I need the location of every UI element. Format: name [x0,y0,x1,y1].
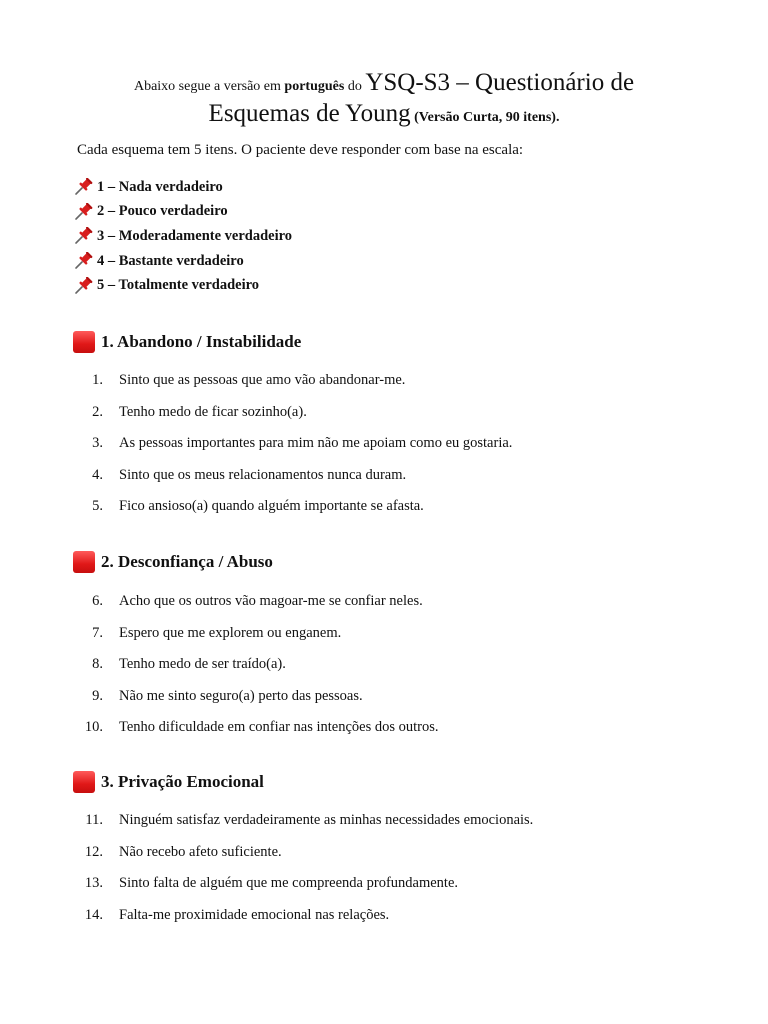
item-text: Falta-me proximidade emocional nas relações. [119,906,390,923]
list-item [73,907,533,939]
section-heading-1 [73,331,301,353]
scale-label: 3 – Moderadamente verdadeiro [97,227,293,244]
scale-item [73,224,292,249]
red-square-icon [73,331,95,353]
item-text: Não recebo afeto suficiente. [119,843,282,860]
item-text: Sinto que as pessoas que amo vão abandonar-me. [119,372,406,388]
item-text: Espero que me explorem ou enganem. [119,624,342,641]
scale-item [73,249,292,274]
title-main-part-1: YSQ-S3 – Questionário de [365,69,635,96]
list-item [73,875,533,907]
item-number: 1. [92,372,103,388]
section-1-items [73,372,512,530]
red-square-icon [73,551,95,573]
pushpin-icon [73,178,93,196]
item-text: Fico ansioso(a) quando alguém importante se afasta. [119,498,424,515]
list-item [73,656,439,688]
item-number: 3. [92,435,103,452]
item-number: 5. [92,498,103,515]
section-3-items [73,812,533,938]
item-number: 13. [84,875,103,892]
document-title-line-2 [0,101,768,126]
scale-item [73,200,292,225]
item-text: Tenho medo de ficar sozinho(a). [119,403,307,420]
scale-label: 2 – Pouco verdadeiro [97,203,228,220]
scale-label: 1 – Nada verdadeiro [97,178,223,195]
list-item [73,498,512,530]
section-2-items [73,593,439,751]
list-item [73,625,439,657]
list-item [73,688,439,720]
item-text: Não me sinto seguro(a) perto das pessoas. [119,687,363,704]
item-text: Ninguém satisfaz verdadeiramente as minhas necessidades emocionais. [119,812,534,828]
pushpin-icon [73,227,93,245]
item-number: 6. [92,593,103,609]
pushpin-icon [73,252,93,270]
item-text: As pessoas importantes para mim não me apoiam como eu gostaria. [119,435,513,452]
list-item [73,372,512,404]
list-item [73,844,533,876]
list-item [73,435,512,467]
item-number: 12. [84,843,103,860]
title-connector: do [344,79,366,94]
item-text: Sinto que os meus relacionamentos nunca duram. [119,466,407,483]
title-main-part-2: Esquemas de Young [208,100,411,127]
section-title: 2. Desconfiança / Abuso [101,552,273,571]
item-number: 7. [92,624,103,641]
pushpin-icon [73,277,93,295]
item-text: Tenho dificuldade em confiar nas intenções dos outros. [119,719,439,736]
scale-label: 5 – Totalmente verdadeiro [97,277,260,294]
list-item [73,812,533,844]
scale-item [73,273,292,298]
document-title-line-1 [0,70,768,95]
section-title: 3. Privação Emocional [101,772,264,791]
list-item [73,593,439,625]
item-text: Acho que os outros vão magoar-me se confiar neles. [119,593,423,609]
title-language: português [284,79,345,94]
item-number: 4. [92,466,103,483]
pushpin-icon [73,203,93,221]
item-number: 14. [84,906,103,923]
response-scale-list [73,175,292,298]
item-text: Tenho medo de ser traído(a). [119,656,286,673]
item-text: Sinto falta de alguém que me compreenda profundamente. [119,875,459,892]
scale-item [73,175,292,200]
item-number: 11. [85,812,103,828]
section-heading-2 [73,551,273,573]
section-heading-3 [73,771,264,793]
section-title: 1. Abandono / Instabilidade [101,332,302,351]
item-number: 9. [92,687,103,704]
title-prefix: Abaixo segue a versão em [133,79,285,94]
item-number: 10. [84,719,103,736]
red-square-icon [73,771,95,793]
list-item [73,719,439,751]
list-item [73,467,512,499]
item-number: 8. [92,656,103,673]
item-number: 2. [92,403,103,420]
scale-label: 4 – Bastante verdadeiro [97,252,244,269]
list-item [73,404,512,436]
intro-text: Cada esquema tem 5 itens. O paciente deve responder com base na escala: [77,142,524,158]
title-version-note: (Versão Curta, 90 itens). [410,110,560,125]
